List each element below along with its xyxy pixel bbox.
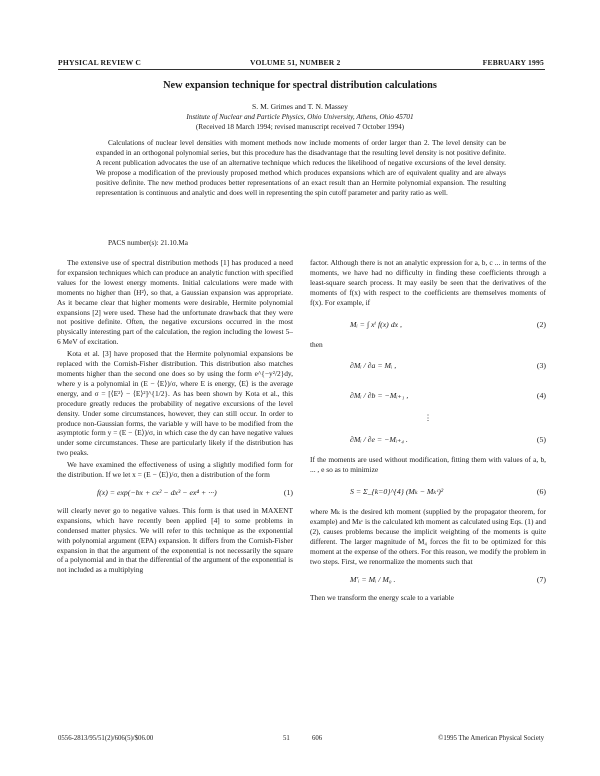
abstract: Calculations of nuclear level densities with moment methods now include moments of order larger than 2. The level density can be expanded in an orthogonal polynomial series, but this procedure has the disadvantage that the resulting level density is not positive definite. A recent publication advocates the use of an alternative technique which reduces the likelihood of negative excursions of the level density. We propose a modification of the previously proposed method which produces expansions which are of equivalent quality and are always positive definite. The new method produces better representations of an exact result than an Hermite polynomial expansion. The resulting representation is continuous and analytic and does well in representing the spin cutoff parameter and parity ratio as well.: [96, 138, 506, 198]
paragraph: then: [310, 339, 323, 349]
equation-expression: f(x) = exp(−bx + cx² − dx³ − ex⁴ + ···): [97, 487, 217, 497]
article-title: New expansion technique for spectral distribution calculations: [163, 80, 437, 91]
equation-1: [57, 482, 293, 506]
equation-7: [310, 569, 546, 593]
affiliation: Institute of Nuclear and Particle Physics, Ohio University, Athens, Ohio 45701: [186, 113, 414, 121]
equation-expression: Mᵢ = ∫ xⁱ f(x) dx ,: [350, 319, 402, 329]
paragraph: will clearly never go to negative values. This form is that used in MAXENT expansions, which have recently been applied [4] to some problems in condensed matter physics. We will refer to this technique as the exponential with polynomial argument (EPA) expansion. It differs from the Cornish-Fisher expansion in that the argument of the exponential is not necessarily the square of a polynomial and in that the differential of the argument of the exponential is not included as a multiplying: [57, 505, 293, 575]
authors: S. M. Grimes and T. N. Massey: [252, 102, 348, 111]
journal-name: PHYSICAL REVIEW C: [58, 58, 142, 67]
equation-number: (3): [536, 361, 546, 371]
equation-number: (1): [283, 487, 293, 497]
equation-expression: ∂Mᵢ / ∂e = −Mᵢ₊₄ .: [350, 435, 408, 445]
equation-number: (5): [536, 435, 546, 445]
equation-expression: S = Σ_{k=0}^{4} (Mₖ − Mₖᶜ)²: [350, 487, 444, 497]
equation-number: (7): [536, 574, 546, 584]
received-date: (Received 18 March 1994; revised manuscript received 7 October 1994): [195, 123, 405, 131]
paragraph: Then we transform the energy scale to a variable: [310, 592, 454, 602]
paragraph: If the moments are used without modification, fitting them with values of a, b, ... , e so as to minimize: [310, 455, 546, 475]
pacs-numbers: PACS number(s): 21.10.Ma: [108, 239, 188, 247]
paragraph: where Mₖ is the desired kth moment (supplied by the propagator theorem, for example) and Mₖᶜ is the calculated kth moment as calculated using Eqs. (1) and (2), causes problems because the implicit weighting of the moments is quite different. The larger magnitude of M₄ forces the fit to be optimized for this moment at the expense of the others. For this reason, we modify the problem in two steps. First, we renormalize the moments such that: [310, 507, 546, 566]
copyright: ©1995 The American Physical Society: [438, 735, 544, 742]
header-rule: [58, 69, 545, 70]
volume-number: VOLUME 51, NUMBER 2: [250, 58, 341, 67]
equation-number: (4): [536, 391, 546, 401]
page-number: 606: [312, 735, 323, 742]
equation-expression: M′ᵢ = Mᵢ / M₀ .: [350, 574, 396, 584]
left-column: [57, 258, 293, 577]
equation-number: (2): [536, 319, 546, 329]
footer-volume: 51: [283, 735, 290, 742]
equation-expression: ∂Mᵢ / ∂a = Mᵢ ,: [350, 361, 397, 371]
paragraph: We have examined the effectiveness of using a slightly modified form for the distribution. If we let x = (E − ⟨E⟩)/σ, then a distribution of the form: [57, 460, 293, 480]
issue-date: FEBRUARY 1995: [482, 58, 544, 67]
equation-4: [310, 381, 546, 411]
equation-6: [310, 477, 546, 507]
footer-code: 0556-2813/95/51(2)/606(5)/$06.00: [58, 735, 154, 742]
equation-2: [310, 310, 546, 340]
equation-3: [310, 351, 546, 381]
equation-number: (6): [536, 487, 546, 497]
paragraph: Kota et al. [3] have proposed that the Hermite polynomial expansions be replaced with the Cornish-Fisher distribution. This distribution also matches moments higher than the second one does so by using the form e^{−y²/2}dy, where y is a polynomial in (E − ⟨E⟩)/σ, where E is energy, ⟨E⟩ is the average energy, and σ = [⟨E²⟩ − ⟨E⟩²]^{1/2}. As has been shown by Kota et al., this procedure greatly reduces the probability of negative excursions of the level density. Under some circumstances, however, they can still occur. In order to produce non-Gaussian forms, the variable y will have to be modified from the asymptotic form y = (E − ⟨E⟩)/σ, in which case the dy can have negative values under some circumstances. These are particularly likely if the distribution has two peaks.: [57, 349, 293, 458]
equation-expression: ∂Mᵢ / ∂b = −Mᵢ₊₁ ,: [350, 391, 409, 401]
paragraph: factor. Although there is not an analytic expression for a, b, c ... in terms of the moments, we have had no difficulty in finding these coefficients through a least-square search process. It may easily be seen that the derivatives of the moments of f(x) with respect to the coefficients are themselves moments of f(x). For example, if: [310, 258, 546, 307]
equation-5: [310, 425, 546, 455]
paragraph: The extensive use of spectral distribution methods [1] has produced a need for expansion techniques which can produce an analytic function with specified values for the lowest energy moments. Initial calculations were made with moments no higher than ⟨H²⟩, so that, a Gaussian expansion was appropriate. As it became clear that higher moments were desirable, Hermite polynomial expansions [2] were used. These had the unfortunate drawback that they were not positive definite. Often, the negative excursions occurred in the most physically interesting part of the calculation, the region including the lowest 5–6 MeV of excitation.: [57, 258, 293, 347]
right-column: [310, 258, 546, 605]
ellipsis: ⋮: [424, 413, 432, 423]
